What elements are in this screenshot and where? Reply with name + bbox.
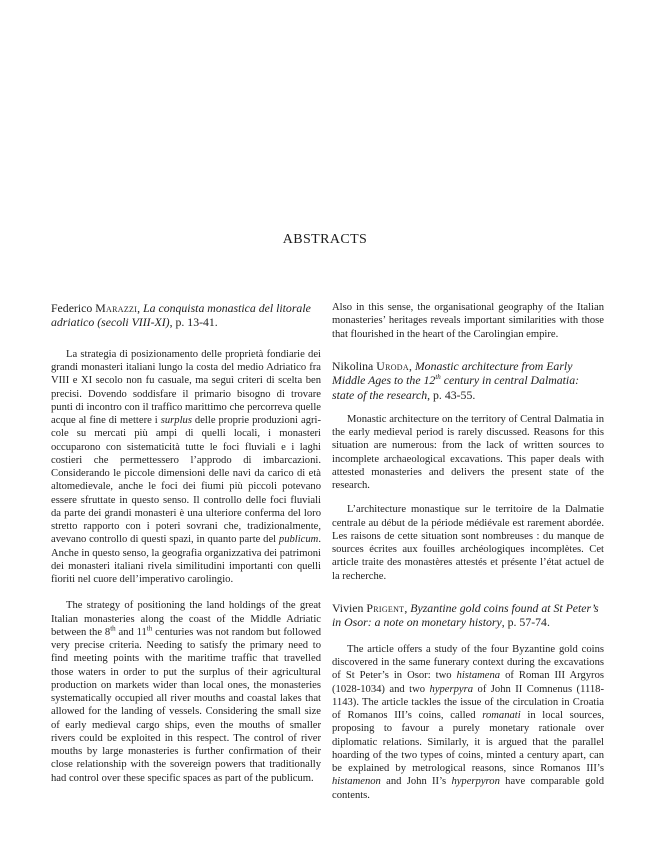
author-last-name: Uroda — [376, 358, 409, 373]
work-title: Byzantine gold coins found at St Peter’s in Osor: a note on monetary history — [332, 600, 599, 630]
author-last-name: Prigent — [366, 600, 405, 615]
page-range: , p. 57-74. — [501, 615, 550, 630]
author-first-name: Nikolina — [332, 358, 374, 373]
author-first-name: Vivien — [332, 600, 364, 615]
author-last-name: Marazzi — [95, 301, 138, 315]
entry-heading-uroda: Nikolina Uroda, Monastic architecture from Early Middle Ages to the 12th century in central Dalmatia: state of the research, p. 43-55. — [332, 358, 580, 402]
entry-heading-marazzi: Federico Marazzi, La conquista monastica del litorale adriatico (secoli VIII-XI), p. 13-41. — [51, 301, 311, 330]
abstract-english: The strategy of positioning the land holdings of the great Italian monasteries along the coast of the Middle Adriatic between the 8th and 11th centuries was not random but followed very precise criteria. Needing to satisfy the primary need to find meeting points with the maritime traffic that travelled those waters in order to put the surplus of their agricultural production on markets wider than local ones, the monasteries systematically occupied all river mouths and coastal lakes that allowed for the landing of vessels. Considering the small size of early medieval cargo ships, even the mouths of smaller rivers could be exploited in this respect. The control of river mouths by large monasteries is further confirmation of their close relationship with the sovereign powers that traditionally had control over these specific spaces as part of the publicum. — [51, 600, 321, 784]
work-title: La conquista monastica del litorale adriatico (secoli VIII-XI) — [51, 301, 311, 330]
page-range: , p. 43-55. — [427, 387, 476, 402]
abstract-french: L’architecture monastique sur le territoire de la Dalmatie centrale au début de la période médiévale est rarement abordée. Les raisons de cette situation sont nombreuses : du manque de sources écrites aux fouilles archéologiques incomplètes. Cet article traite des monastères attestés et présente l’état actuel de la recherche. — [332, 504, 604, 582]
entry-heading-prigent: Vivien Prigent, Byzantine gold coins found at St Peter’s in Osor: a note on monetary history, p. 57-74. — [332, 600, 599, 630]
abstract-english-left-part: centuries was not random but followed very precise criteria. Needing to satisfy the primary need to find meeting points with the maritime traffic that travelled those waters in order to put the surplus of their agricultural production on markets wider than local ones, the monasteries systematically occupied all river mouths and coastal lakes that allowed for the landing of vessels. Considering the small size of early medieval cargo ships, even the mouths of smaller rivers could be exploited in this respect. The control of river mouths by large monasteries is further confirmation of their close relationship with the sovereign powers that traditionally had control over these specific spaces as part of the publicum. — [51, 626, 321, 784]
right-column — [332, 301, 604, 802]
abstract-italian: La strategia di posizionamento delle proprietà fondiarie dei grandi monasteri italiani lungo la costa del medio Adriatico fra VIII e XI secolo non fu casuale, ma seguì criteri di scelta ben precisi. Dovendo soddisfare il primario bisogno di trovare punti di incontro con il traffico marittimo che percorreva quelle acque al fine di mettere i surplus delle proprie produzioni agricole su mercati più ampi di quelli locali, i monasteri occuparono con sistematicità tutte le foci fluviali e i laghi costieri che permettessero l’approdo di imbarcazioni. Considerando le piccole dimensioni delle navi da carico di età altomedievale, anche le foci dei fiumi più piccoli potevano essere sfruttate in questo senso. Il controllo delle foci fluviali da parte dei grandi monasteri è una ulteriore conferma del loro stretto rapporto con i poteri sovrani che, tradizionalmente, avevano controllo di questi spazi, in quanto parte del publicum. Anche in questo senso, la geografia organizzativa dei patrimoni dei monasteri italiani rivela similitudini importanti con quelli fioriti nel cuore dell’imperativo carolingio. — [51, 348, 321, 586]
author-first-name: Federico — [51, 301, 93, 315]
left-column — [51, 301, 321, 785]
abstract-english-continued: Also in this sense, the organisational geography of the Italian monasteries’ heritages reveals important similarities with those that flourished in the heart of the Carolingian empire. — [332, 302, 604, 340]
abstract-english: Monastic architecture on the territory of Central Dalmatia in the early medieval period is rarely discussed. Reasons for this situation are numerous: from the lack of written sources to incomplete archaeological excavations. This paper deals with attested monasteries and delivers the present state of the research. — [332, 413, 604, 492]
abstract-english: The article offers a study of the four Byzantine gold coins discovered in the same funerary context during the excavations of St Peter’s in Osor: two histamena of Roman III Argyros (1028-1034) and two hyperpyra of John II Comnenus (1118-1143). The article tackles the issue of the circulation in Croatia of Romanos III’s coins, called romanati in local sources, proposing to favour a purely monetary rationale over diplomatic relations. Similarly, it is argued that the parallel hoarding of the two types of coins, minted a century apart, can be explained by metrological reasons, since Romanos III’s histamenon and John II’s hyperpyron have comparable gold contents. — [332, 643, 604, 801]
work-title: Monastic architecture from Early Middle Ages to the 12th century in central Dalmatia: state of the research — [332, 358, 580, 402]
page-title: ABSTRACTS — [282, 232, 368, 247]
page-range: , p. 13-41. — [169, 315, 218, 330]
